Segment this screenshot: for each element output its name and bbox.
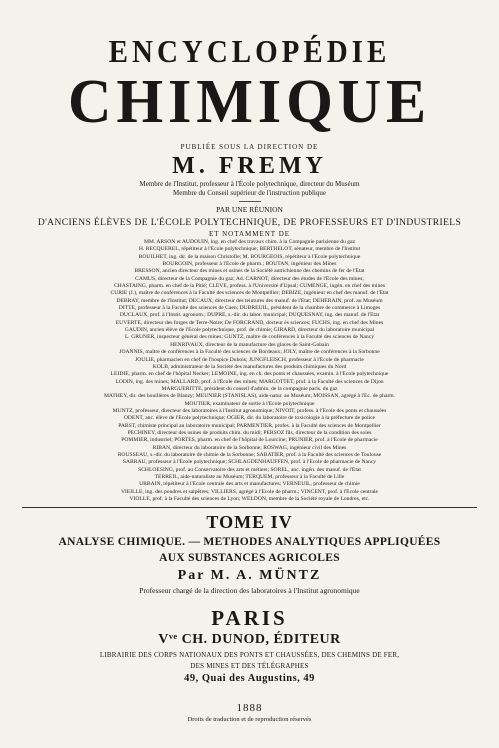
contributor-line: H. BECQUEREL, répétiteur à l'École polytechnique; BERTHELOT, sénateur, membre de l'Institut xyxy=(138,246,361,253)
library-line-2: DES MINES ET DES TÉLÉGRAPHES xyxy=(190,662,309,671)
published-under: PUBLIÉE SOUS LA DIRECTION DE xyxy=(180,143,319,151)
contributor-line: LODIN, ing. des mines; MALLARD, prof. à l'École des mines; MARGOTTET, prof. à la Faculté des sciences de Dijon xyxy=(115,378,384,385)
title-encyclopedie: ENCYCLOPÉDIE xyxy=(108,34,391,70)
address: 49, Quai des Augustins, 49 xyxy=(184,673,315,685)
contributor-line: MUNTZ, professeur, directeur des laboratoires à l'Institut agronomique; NIVOIT, profess. à l'École des ponts et chaussées xyxy=(112,407,387,414)
volume-title-2: AUX SUBSTANCES AGRICOLES xyxy=(159,552,340,565)
volume-title-1: ANALYSE CHIMIQUE. — METHODES ANALYTIQUES APPLIQUÉES xyxy=(58,536,441,549)
author-desc: Professeur chargé de la direction des laboratoires à l'Institut agronomique xyxy=(139,586,360,596)
contributor-line: MATHEY, dir. des houillères de Blanzy; MEUNIER (STANISLAS), aide-natur. au Muséum; MOISSAN, agrégé à l'Éc. de pharm. xyxy=(103,393,396,400)
rights: Droits de traduction et de reproduction réservés xyxy=(187,716,312,724)
contributor-line: L. GRUNER, inspecteur général des mines; GUNTZ, maître de conférences à la Faculté des sciences de Nancy xyxy=(125,334,374,341)
contributor-line: CURIE (J.), maître de conférences à la Faculté des sciences de Montpellier; DEBIZE, ingénieur en chef des manuf. de l'État xyxy=(110,290,389,297)
contributor-line: VIOLLE, prof. à la Faculté des sciences de Lyon; WELDON, membre de la Société royale de Londres, etc. xyxy=(129,496,370,503)
contributor-line: RIBAN, directeur du laboratoire de la Sorbonne; ROSWAG, ingénieur civil des Mines xyxy=(152,444,347,451)
contributor-line: JOULIE, pharmacien en chef de l'hospice Dubois; JUNGFLEISCH, professeur à l'École de pharmacie xyxy=(135,356,364,363)
author-name: Par M. A. MÜNTZ xyxy=(177,568,322,584)
contributor-line: MOUTIER, examinateur de sortie à l'École polytechnique xyxy=(184,400,315,407)
tome-number: TOME IV xyxy=(206,512,293,533)
separator xyxy=(239,201,261,202)
contributor-line: HENRIVAUX, directeur de la manufacture des glaces de Saint-Gobain xyxy=(170,341,329,348)
director-desc-2: Membre du Conseil supérieur de l'instruction publique xyxy=(173,189,326,197)
contributor-line: SCHLOESING, prof. au Conservatoire des arts et métiers; SOREL, anc. ingén. des manuf. de l'État xyxy=(138,466,361,473)
contributor-line: CAMUS, directeur de la Compagnie du gaz; Ad. CARNOT, directeur des études de l'École des mines; xyxy=(135,275,364,282)
contributor-line: BOURGOIN, professeur à l'École de pharm.; BOUTAN, ingénieur des Mines xyxy=(162,261,337,268)
contributor-line: CHASTAING, pharm. en chef de la Pitié; CLÈVE, profess. à l'Université d'Upsal; CUMENGE, ingén. en chef des mines xyxy=(113,283,386,290)
year: 1888 xyxy=(236,702,263,715)
city: PARIS xyxy=(211,606,288,631)
contributor-line: DEBRAY, membre de l'Institut; DECAUX, directeur des teintures des manuf. de l'État; DEHÉRAIN, prof. au Muséum xyxy=(116,297,383,304)
eleves-line: D'ANCIENS ÉLÈVES DE L'ÉCOLE POLYTECHNIQUE, DE PROFESSEURS ET D'INDUSTRIELS xyxy=(37,218,462,228)
publisher: Vᵛᵉ CH. DUNOD, ÉDITEUR xyxy=(158,632,341,648)
contributor-line: LEIDIÉ, pharm. en chef de l'hôpital Necker; LEMOINE, ing. en ch. des ponts et chaussées, examin. à l'École polytechnique xyxy=(110,371,389,378)
contributor-line: SARRAU, professeur à l'École polytechnique; SCHLAGDENHAUFFEN, prof. à l'École de pharmacie de Nancy xyxy=(122,459,377,466)
by-reunion: PAR UNE RÉUNION xyxy=(216,205,283,214)
library-line-1: LIBRAIRIE DES CORPS NATIONAUX DES PONTS ET CHAUSSÉES, DES CHEMINS DE FER, xyxy=(99,651,400,660)
notamment-line: ET NOTAMMENT DE xyxy=(208,230,291,238)
contributor-line: BOUILHET, ing. dir. de la maison Christofle; M. BOURGEOIS, répétiteur à l'École polytechnique xyxy=(138,253,361,260)
contributor-line: URBAIN, répétiteur à l'École centrale des arts et manufactures; VERNEUIL, professeur de chimie xyxy=(139,481,360,488)
contributor-line: EUVERTE, directeur des forges de Terre-Noire; De FORCRAND, docteur ès sciences; FUCHS, ing. en chef des Mines xyxy=(115,319,384,326)
contributor-line: GAUDIN, ancien élève de l'École polytechnique, prof. de chimie; GIRARD, directeur du laboratoire municipal xyxy=(124,327,375,334)
contributor-line: MM. ARSON et AUDOUIN, ing. en chef des travaux chim. à la Compagnie parisienne du gaz xyxy=(143,239,356,245)
contributor-line: DUCLAUX, prof. à l'Instit. agronom.; DUPRÉ, s.-dir. du labor. municipal; DUQUESNAY, ing. des manuf. de l'État xyxy=(119,312,380,319)
contributor-line: BRESSON, ancien directeur des mines et usines de la Société autrichienne des chemins de fer de l'État xyxy=(134,268,365,275)
contributor-line: MARGUERITTE, président du conseil d'admin. de la compagnie paris. du gaz xyxy=(161,385,338,392)
contributor-line: TERREIL, aide-naturaliste au Muséum; TERQUEM, professeur à la Faculté de Lille xyxy=(154,474,345,480)
contributor-line: JOANNIS, maître de conférences à la Faculté des sciences de Bordeaux; JOLY, maître de conférences à la Sorbonne xyxy=(119,349,380,356)
contributor-line: PABST, chimiste principal au laboratoire municipal; PARMENTIER, profes. à la Faculté des sciences de Montpellier xyxy=(118,422,381,429)
divider-rule xyxy=(22,507,477,508)
director-desc-1: Membre de l'Institut, professeur à l'École polytechnique, directeur du Muséum xyxy=(139,180,360,188)
contributor-line: POMMIER, industriel; PORTES, pharm. en chef de l'hôpital de Lourcine; PRUNIER, prof. à l'École de pharmacie xyxy=(121,437,378,444)
contributors-list xyxy=(22,239,477,503)
contributor-line: ROUSSEAU, s.-dir. du laboratoire de chimie de la Sorbonne; SABATIER, prof. à la Faculté des sciences de Toulouse xyxy=(117,451,382,458)
contributor-line: KOLB, administrateur de la Société des manufactures des produits chimiques du Nord xyxy=(152,363,347,370)
contributor-line: ODENT, anc. élève de l'École polytechnique; OGIER, dir. du laboratoire de toxicologie à la préfecture de police xyxy=(123,415,376,422)
director-name: M. FREMY xyxy=(172,153,327,179)
contributor-line: VIEILLE, ing. des poudres et salpêtres; VILLIERS, agrégé à l'École de pharm.; VINCENT, prof. à l'École centrale xyxy=(120,488,379,495)
title-chimique: CHIMIQUE xyxy=(68,68,431,136)
contributor-line: PÉCHINEY, directeur des usines de produits chim. du midi; PERSOZ fils, directeur de la condition des soies xyxy=(127,429,372,436)
contributor-line: DITTE, professeur à la Faculté des sciences de Caen; DUBREUIL, président de la chambre de commerce à Limoges xyxy=(118,305,381,312)
